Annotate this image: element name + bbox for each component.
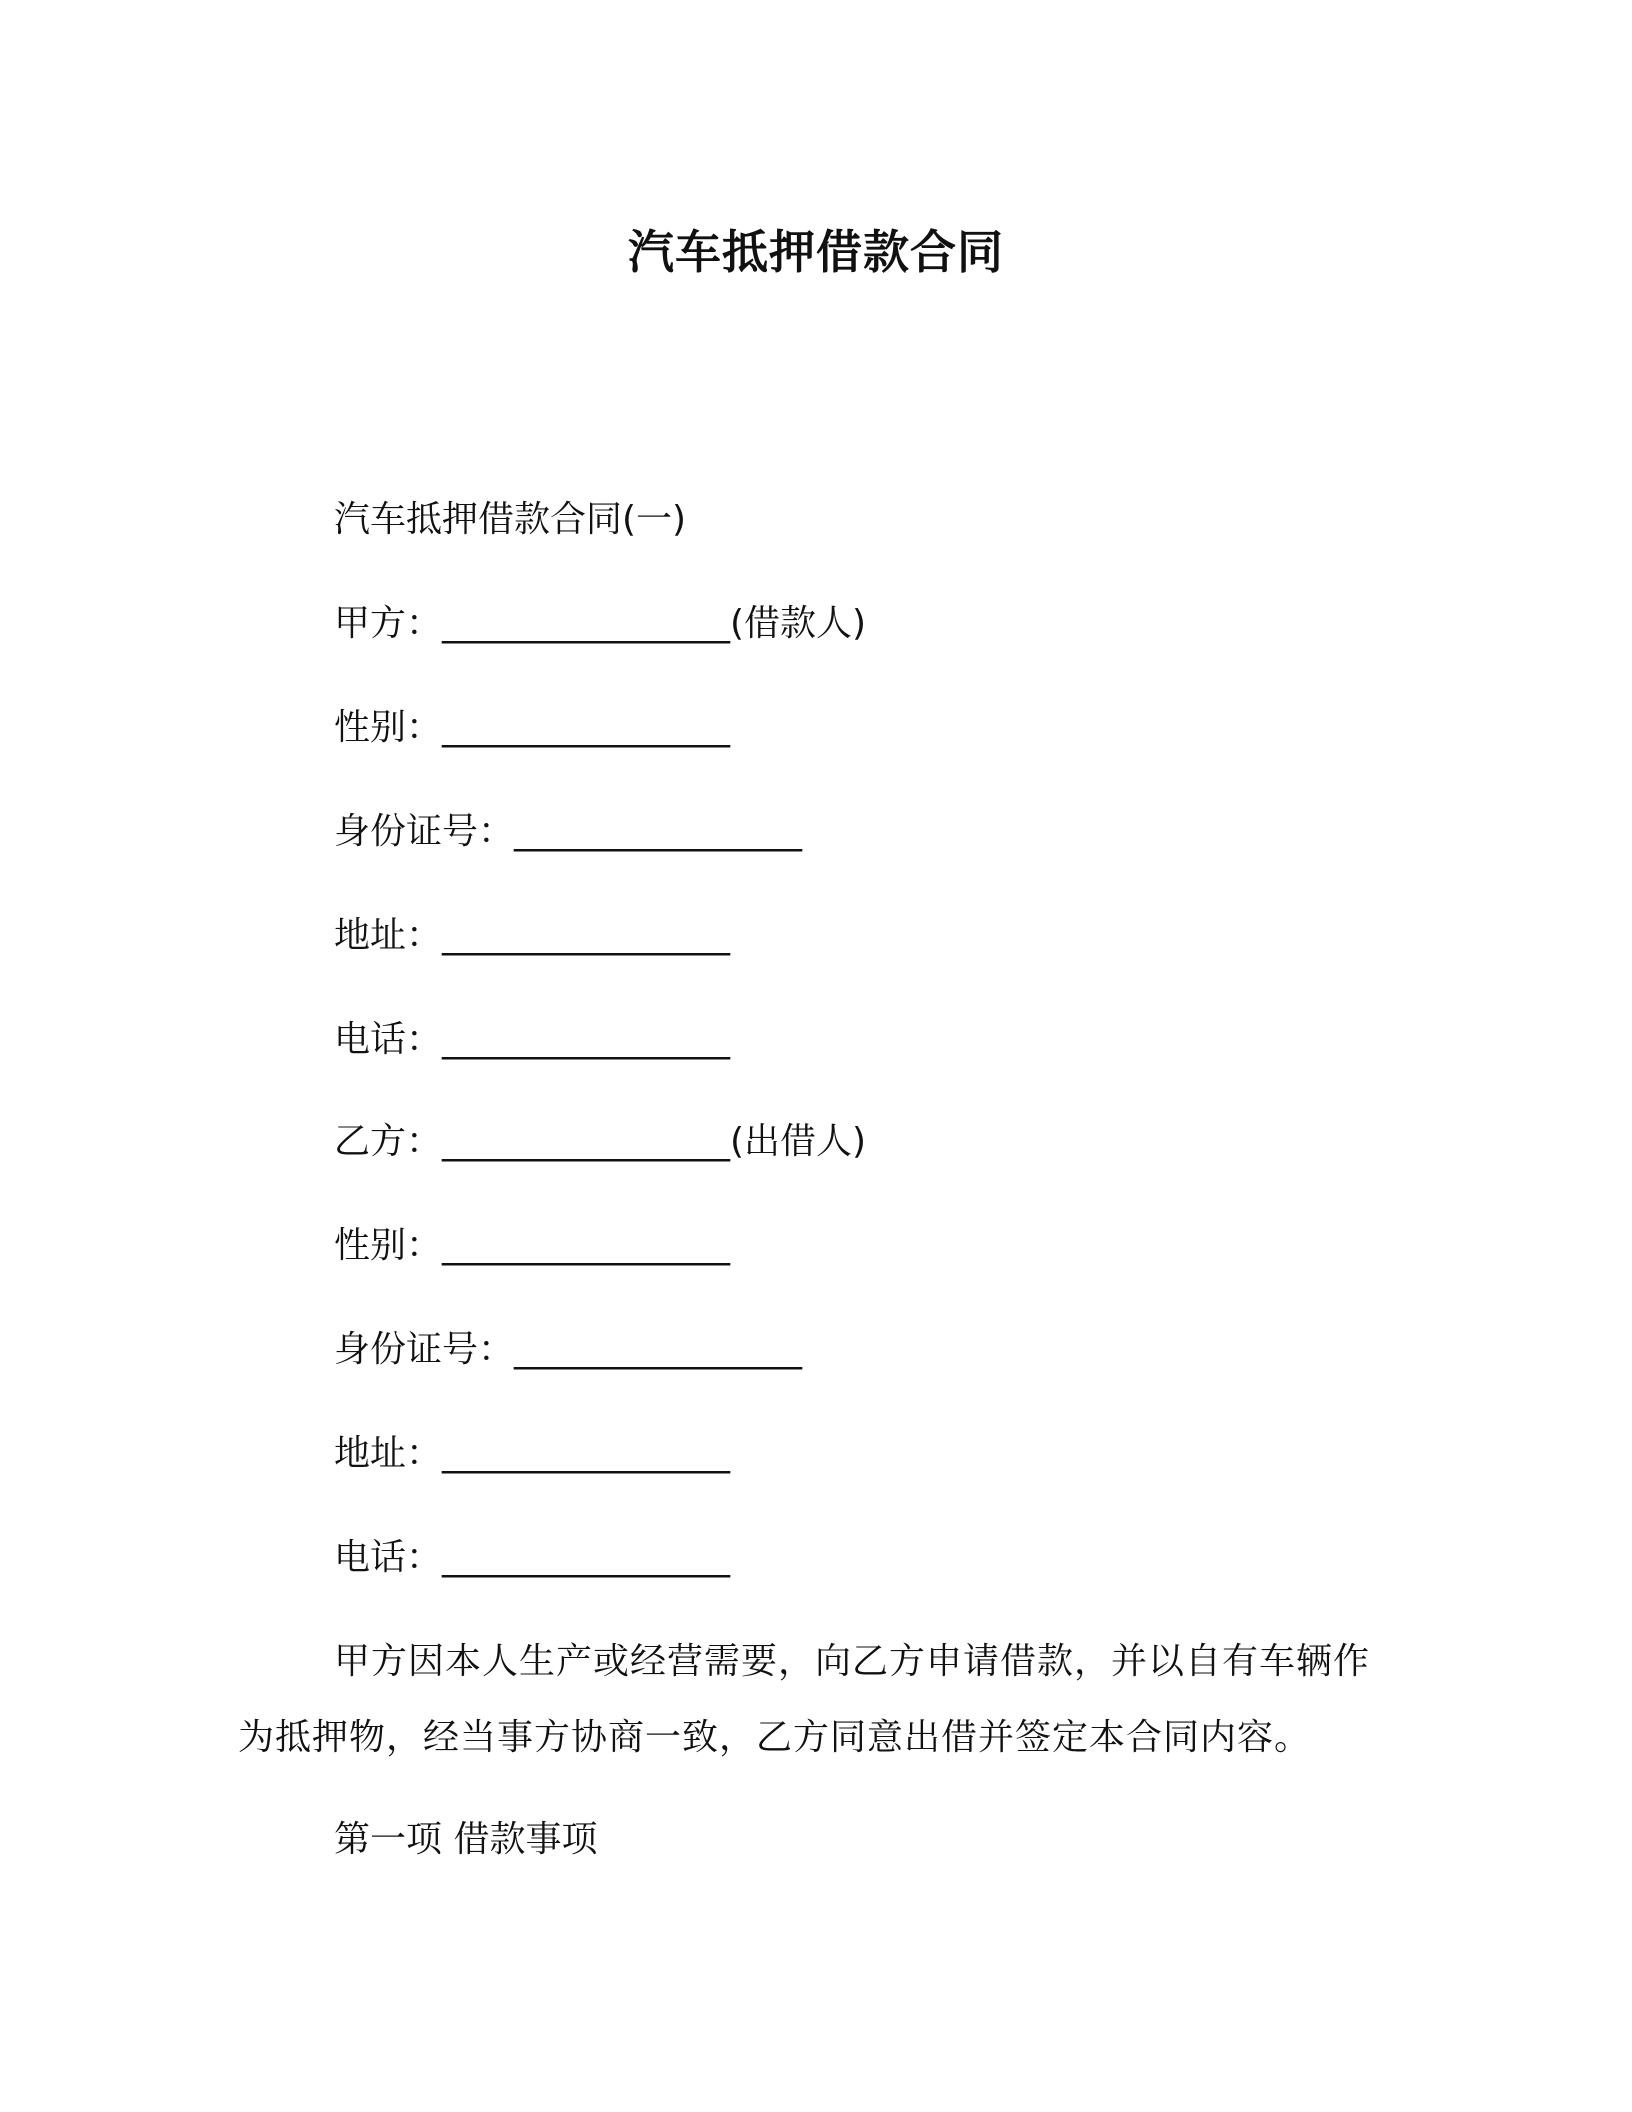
party-b-id-line: 身份证号：________________: [334, 1329, 803, 1370]
intro-paragraph: 甲方因本人生产或经营需要，向乙方申请借款，并以自有车辆作为抵押物，经当事方协商一致，乙方同意出借并签定本合同内容。: [238, 1641, 1371, 1758]
party-b-name-line: 乙方：________________(出借人): [334, 1121, 867, 1162]
document-title: 汽车抵押借款合同: [628, 225, 1004, 279]
party-b-gender-line: 性别：________________: [334, 1225, 731, 1266]
party-b-address-line: 地址：________________: [334, 1433, 731, 1474]
party-b-phone-line: 电话：________________: [334, 1537, 731, 1578]
party-a-name-line: 甲方：________________(借款人): [334, 603, 867, 644]
party-a-phone-line: 电话：________________: [334, 1019, 731, 1060]
party-a-gender-line: 性别：________________: [334, 707, 731, 748]
party-a-address-line: 地址：________________: [334, 915, 731, 956]
contract-subtitle: 汽车抵押借款合同(一): [334, 499, 687, 540]
section-heading: 第一项 借款事项: [334, 1819, 598, 1860]
party-a-id-line: 身份证号：________________: [334, 811, 803, 852]
